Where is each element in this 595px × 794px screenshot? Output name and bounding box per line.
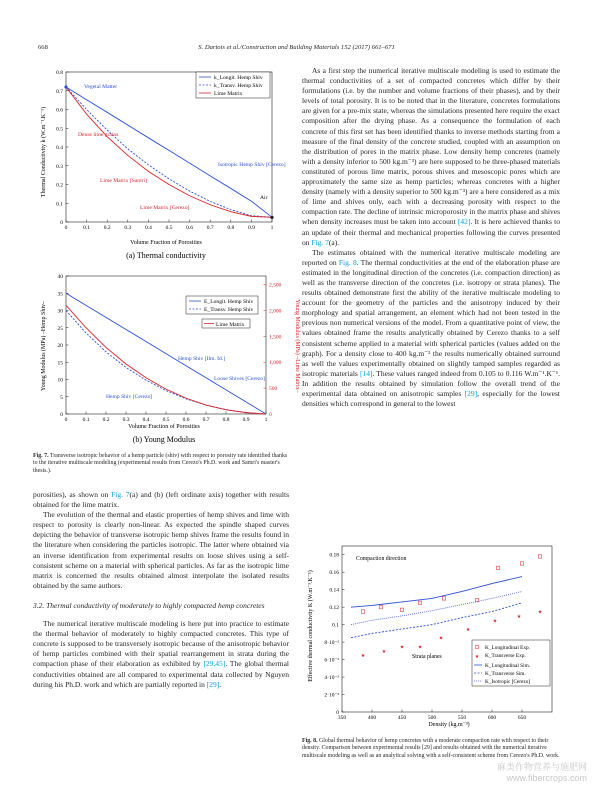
fig8-point-long-exp [496, 566, 499, 569]
fig7b-ytick-label: 20 [57, 343, 63, 349]
fig7a-series-0 [66, 87, 272, 217]
annot-loose: Loose Shives [Cerezo] [214, 376, 265, 382]
section-heading-3-2: 3.2. Thermal conductivity of moderately to highly compacted hemp concretes [33, 600, 265, 610]
fig7b-panel-label: (b) Young Modulus [132, 435, 196, 444]
fig7b-xtick-label: 0.6 [182, 417, 190, 423]
para-first-step: As a first step the numerical iterative multiscale modeling is used to estimate the thermal conductivities of a set of compacted concretes which differ by their formulations (i.e. by the number and volume fractions of their phases), and by their levels of total porosity. It is to be noted that in the literature, concretes formulations are given for a pre-mix state, whereas the simulations presented here require the exact composition after the drying phase. As a consequence the formulation of each concrete of this first set has been identified thanks to inverse methods starting from a measure of the final density of the concrete studied, coupled with an assumption on the distribution of pores in the matrix phase. Low density hemp concretes (namely with a density inferior to 500 kg.m⁻³) are here supposed to be three-phased materials constituted of porous lime matrix, porous shives and mesoscopic pores which are approximately the same size as hemp particles; whereas concretes with a higher density (namely with a density superior to 500 kg.m⁻³) are a here considered as a mix of lime and shives only, each with a decreasing porosity with respect to the compaction rate. The decline of intrinsic microporosity in the matrix phase and shives when density increases must be taken into account [42]. It is here achieved thanks to an update of their thermal and mechanical properties following the curves presented on Fig. 7(a). [302, 66, 560, 247]
fig7a-xtick-label: 0.4 [144, 225, 152, 231]
annot-iso-hemp: Isotropic Hemp Shiv [Cerezo] [218, 162, 286, 168]
fig7-caption-text: Transverse isotropic behavior of a hemp particle (shiv) with respect to porosity rate identified thanks to the iterative multiscale modeling (experimental results from Cerezo's Ph.D. work and Samri's master's thesis.). [33, 453, 288, 474]
fig8-ytick-label: 0 [336, 710, 339, 716]
fig7a-xtick-label: 1 [270, 225, 274, 231]
annot-strata: Strata planes [412, 654, 442, 660]
fig7b-xtick-label: 0.2 [102, 417, 110, 423]
annot-hemp-cerezo: Hemp Shiv [Cerezo] [106, 394, 153, 400]
legend-k-long-exp: K_Longitudinal Exp. [485, 645, 531, 651]
fig7b-ytick-label: 25 [57, 325, 63, 332]
legend-k-transv: k_Transv. Hemp Shiv [214, 83, 263, 89]
fig8-ytick-label: 0.12 [329, 605, 339, 612]
fig7a-panel-label: (a) Thermal conductivity [126, 251, 206, 260]
legend-k-trans-exp: K_Transverse Exp. [485, 653, 526, 659]
legend-lime-a: Lime Matrix [214, 91, 243, 97]
fig7b-ylabel-right: Young Modulus (MPa) –Lime Matrix– [294, 299, 300, 393]
fig7b-ytick-right-label: 2,500 [269, 282, 282, 289]
fig7b-ytick-right-label: 2,000 [269, 308, 282, 315]
fig7a-xtick-label: 0.9 [247, 225, 255, 231]
fig8-point-long-exp [418, 601, 421, 604]
fig7-caption-label: Fig. 7. [33, 453, 49, 459]
fig7b-ylabel-left: Young Modulus (MPa) –Hemp Shiv– [41, 300, 47, 392]
fig7a-ytick-label: 0.7 [56, 88, 63, 95]
annot-compaction: Compaction direction [356, 556, 407, 562]
fig7a-xtick-label: 0.3 [124, 225, 132, 231]
fig7a-xlabel: Volume Fraction of Porosities [130, 240, 202, 246]
fig8-ytick-label: 8·10⁻² [324, 640, 339, 647]
left-column [33, 490, 289, 690]
fig8-ytick-label: 0.14 [329, 587, 339, 594]
fig7b-xlabel: Volume Fraction of Porosities [128, 424, 200, 430]
fig7a-ytick-label: 0.6 [56, 107, 63, 114]
fig8-point-trans-exp: ★ [399, 645, 405, 651]
fig8-xtick-label: 600 [487, 715, 497, 721]
link-fig8[interactable]: Fig. 8 [338, 257, 357, 267]
link-ref-29[interactable]: [29] [206, 679, 220, 689]
figure-8-chart [302, 540, 558, 736]
fig8-point-long-exp [400, 608, 403, 611]
figure-7a-chart [36, 64, 290, 262]
figure-8-caption [302, 738, 560, 760]
fig7b-ytick-label: 15 [57, 360, 63, 367]
fig7a-ytick-label: 0.5 [56, 126, 63, 133]
fig8-xtick-label: 400 [367, 715, 377, 721]
fig8-ytick-label: 2·10⁻² [324, 692, 339, 699]
right-column [302, 66, 560, 409]
figure-8-legend [472, 640, 550, 686]
link-fig7-right[interactable]: Fig. 7 [311, 237, 329, 247]
para-evolution: The evolution of the thermal and elastic properties of hemp shives and lime with respect to porosity is clearly non-linear. As expected the spindle shaped curves depicting the behavior of transverse isotropic hemp shives frame the results found in the literature when considering the particles isotropic. The latter where obtained via an inverse identification from experimental results on loose shives using a self-consistent scheme on a material with spherical particles. As far as the isotropic lime matrix is concerned the results obtained almost interpolate the isolated results obtained by the same authors. [33, 510, 289, 590]
fig8-point-trans-exp: ★ [465, 628, 471, 633]
fig7b-ytick-label: 5 [60, 394, 63, 401]
fig8-point-trans-exp: ★ [537, 610, 543, 616]
fig7b-ytick-right-label: 0 [269, 412, 272, 418]
figure-7b-chart [36, 268, 302, 454]
fig8-ytick-label: 0.18 [329, 552, 339, 559]
page-number: 668 [38, 44, 48, 51]
fig8-ytick-label: 0.1 [332, 622, 339, 629]
fig8-point-trans-exp: ★ [438, 636, 444, 642]
link-fig7[interactable]: Fig. 7 [111, 490, 130, 499]
fig7b-ytick-label: 40 [57, 274, 63, 280]
fig8-ytick-label: 6·10⁻² [324, 657, 339, 664]
figure-7a-legend [196, 72, 270, 98]
para-continued: porosities), as shown on Fig. 7(a) and (b) (left ordinate axis) together with results obtained for the lime matrix. [33, 490, 289, 510]
figure-7b-legend [186, 296, 258, 328]
fig8-point-long-exp [442, 597, 445, 600]
fig7b-ytick-label: 35 [57, 291, 63, 298]
fig7b-xtick-label: 0 [64, 417, 68, 423]
fig7b-ytick-right-label: 1,000 [269, 360, 282, 367]
fig8-point-trans-exp: ★ [360, 654, 366, 660]
legend-k-long-sim: K_Longitudinal Sim. [485, 663, 531, 669]
legend-lime-b: Lime Matrix [216, 322, 245, 328]
fig8-xtick-label: 350 [337, 715, 347, 721]
annot-dense-lime: Dense lime grains [78, 132, 119, 138]
fig7b-xtick-label: 1 [264, 417, 268, 423]
legend-e-longit: E_Longit. Hemp Shiv [204, 299, 254, 305]
watermark-cn: 麻类作物营养与施肥网 [496, 762, 587, 772]
fig7a-xtick-label: 0.2 [103, 225, 111, 231]
annot-lime-cerezo: Lime Matrix [Cerezo] [140, 205, 190, 211]
fig8-series-long-sim [351, 577, 522, 608]
fig7b-xtick-label: 0.9 [242, 417, 250, 423]
figure-7-caption [33, 453, 289, 475]
fig8-point-long-exp [379, 605, 382, 608]
watermark-url: www.fibercrops.com [506, 773, 587, 783]
fig8-point-trans-exp: ★ [492, 619, 498, 625]
fig7b-ytick-right-label: 1,500 [269, 334, 282, 341]
fig7b-ytick-label: 0 [60, 412, 63, 418]
journal-citation: S. Dartois et al./Construction and Building Materials 152 (2017) 661–671 [198, 44, 395, 51]
fig7a-ytick-label: 0.2 [56, 182, 63, 189]
fig8-point-trans-exp: ★ [381, 649, 387, 655]
fig7a-ytick-label: 0.8 [56, 70, 63, 76]
fig7a-xtick-label: 0.7 [206, 225, 214, 231]
link-ref-29-45[interactable]: [29,45] [203, 659, 226, 669]
fig7a-xtick-label: 0.5 [165, 225, 173, 231]
legend-e-transv: E_Transv. Hemp Shiv [204, 307, 254, 313]
fig8-ylabel: Effective thermal conductivity K (W.m⁻¹.K⁻¹) [308, 570, 314, 682]
fig8-xtick-label: 550 [457, 715, 467, 721]
fig7a-xtick-label: 0 [64, 225, 68, 231]
fig7a-point-air [270, 216, 273, 219]
fig8-point-long-exp [538, 555, 541, 558]
fig8-point-trans-exp: ★ [417, 645, 423, 651]
fig7a-xtick-label: 0.1 [83, 225, 91, 231]
fig7b-xtick-label: 0.3 [122, 417, 130, 423]
svg-text:★: ★ [474, 655, 480, 660]
fig8-frame [342, 546, 552, 712]
fig7a-ytick-label: 0.4 [56, 145, 63, 151]
fig7a-ytick-label: 0.3 [56, 163, 63, 170]
legend-k-trans-sim: K_Transverse Sim. [485, 671, 526, 677]
fig8-point-trans-exp: ★ [516, 614, 522, 620]
fig7b-xtick-label: 0.5 [162, 417, 170, 423]
fig7b-ytick-right-label: 500 [269, 386, 278, 393]
para-iterative: The numerical iterative multiscale modeling is here put into practice to estimate the thermal behavior of moderately to highly compacted concretes. This type of concrete is supposed to be transversely isotropic because of the anisotropic behavior of hemp particles combined with their spatial rearrangement in strata during the compaction phase of their elaboration as exhibited by [29,45]. The global thermal conductivities obtained are all compared to experimental data collected by Nguyen during his Ph.D. work and which are partially reported in [29]. [33, 619, 289, 689]
fig7a-xtick-label: 0.6 [186, 225, 194, 231]
legend-k-iso: K_Isotropic [Cerezo] [485, 679, 531, 685]
fig7b-xtick-label: 0.1 [82, 417, 90, 423]
fig7b-ytick-label: 30 [57, 308, 63, 315]
fig8-point-long-exp [361, 610, 364, 613]
fig8-xtick-label: 500 [427, 715, 437, 721]
fig7a-point-vegetal [64, 85, 67, 88]
link-ref-29-right[interactable]: [29] [464, 389, 478, 398]
annot-air: Air [260, 195, 268, 201]
annot-hemp-ilm: Hemp Shiv [Ilm. Id.] [178, 356, 226, 362]
fig8-ytick-label: 4·10⁻² [324, 675, 339, 682]
fig7b-xtick-label: 0.8 [222, 417, 230, 423]
para-estimates: The estimates obtained with the numerical iterative multiscale modeling are reported on Fig. 8. The thermal conductivities at the end of the elaboration phase are estimated in the longitudinal direction of the concretes (i.e. compaction direction) as well as the transverse direction of the concretes (i.e. isotropy or strata planes). The results obtained demonstrate first the ability of the iterative multiscale modeling to account for the geometry of the particles and the anisotropy induced by their morphology and spatial arrangement, an element which had not been tested in the previous non numerical versions of the model. From a quantitative point of view, the values obtained frame the results analytically obtained by Cerezo thanks to a self consistent scheme applied to a material with spherical particles (values added on the graph). For a density close to 400 kg.m⁻³ the results numerically obtained surround as well the values experimentally obtained on slightly tamped samples regarded as isotropic materials [14]. These values ranged indeed from 0.105 to 0.116 W.m⁻¹.K⁻¹. In addition the results obtained by simulation follow the overall trend of the experimental data obtained on anisotropic samples [29], especially for the lowest densities which correspond in general to the lowest [302, 247, 561, 409]
fig8-xlabel: Density (kg.m⁻³) [428, 722, 470, 728]
fig8-xtick-label: 450 [397, 715, 407, 721]
link-ref-42[interactable]: [42] [457, 217, 471, 227]
fig8-caption-text: Global thermal behavior of hemp concretes with a moderate compaction rate with respect to their density. Comparison between experimental results [29] and results obtained with the numerical iterative multiscale modeling as well as an analytical solving with a self-consistent scheme from Cerezo's Ph.D. work. [302, 738, 560, 759]
fig7a-ylabel: Thermal Conductivity k (W.m⁻¹.K⁻¹) [41, 106, 47, 198]
fig7a-ytick-label: 0.1 [56, 201, 63, 208]
fig7b-xtick-label: 0.7 [202, 417, 210, 423]
fig8-ytick-label: 0.16 [329, 570, 339, 577]
annot-vegetal: Vegetal Matter [84, 84, 118, 90]
link-ref-14[interactable]: [14] [359, 368, 373, 378]
fig7b-ytick-label: 10 [57, 377, 63, 384]
fig7a-ytick-label: 0 [60, 220, 63, 226]
annot-lime-samri: Lime Matrix [Samri] [100, 178, 147, 184]
legend-k-longit: k_Longit. Hemp Shiv [214, 75, 263, 81]
page-header [38, 44, 555, 56]
fig8-point-long-exp [520, 562, 523, 565]
fig8-caption-label: Fig. 8. [302, 738, 318, 744]
fig7a-xtick-label: 0.8 [227, 225, 235, 231]
fig8-xtick-label: 650 [517, 715, 527, 721]
fig7b-xtick-label: 0.4 [142, 417, 150, 423]
